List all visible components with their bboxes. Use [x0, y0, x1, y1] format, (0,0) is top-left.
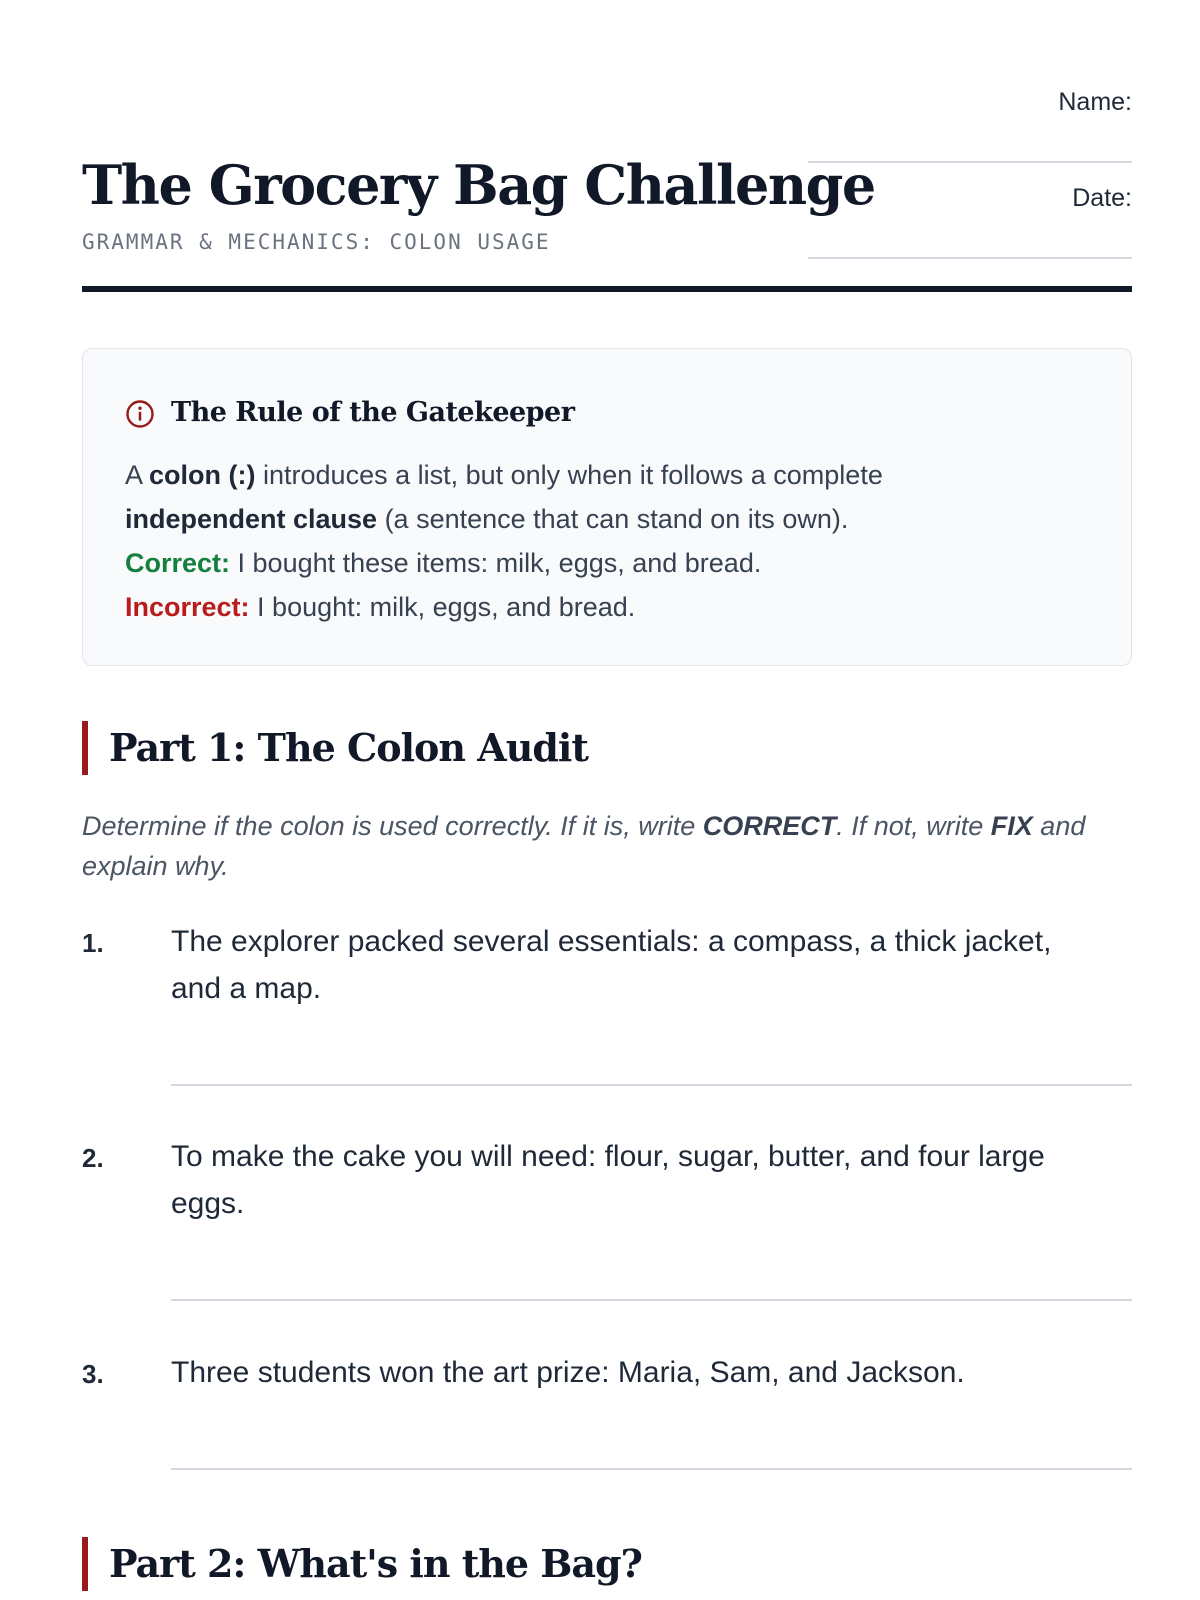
name-label: Name:	[1058, 88, 1132, 116]
name-field-line[interactable]	[808, 161, 1132, 163]
rule-text-3: (a sentence that can stand on its own).	[377, 504, 849, 534]
part1-title: Part 1: The Colon Audit	[109, 725, 588, 770]
colon-term: colon (:)	[149, 460, 256, 490]
section-accent-bar	[82, 721, 88, 775]
page-subtitle: GRAMMAR & MECHANICS: COLON USAGE	[82, 230, 551, 254]
question-text: Three students won the art prize: Maria, Sam, and Jackson.	[171, 1356, 965, 1389]
clause-term: independent clause	[125, 504, 378, 534]
instructions-fix-word: FIX	[990, 811, 1033, 841]
correct-label: Correct:	[125, 548, 231, 578]
answer-line[interactable]	[171, 1299, 1132, 1301]
rule-text-2: introduces a list, but only when it follows a complete	[255, 460, 883, 490]
instructions-text-2: . If not, write	[836, 811, 991, 841]
answer-line[interactable]	[171, 1084, 1132, 1086]
instructions-text-3: and explain why.	[82, 811, 1086, 881]
question-number: 2.	[82, 1143, 104, 1173]
answer-line[interactable]	[171, 1468, 1132, 1470]
question-number: 1.	[82, 928, 104, 958]
question-number: 3.	[82, 1359, 104, 1389]
question-text: The explorer packed several essentials: a compass, a thick jacket, and a map.	[171, 925, 1052, 1005]
correct-example: I bought these items: milk, eggs, and bread.	[230, 548, 762, 578]
section-accent-bar	[82, 1537, 88, 1591]
rule-body	[125, 453, 1105, 629]
rule-heading: The Rule of the Gatekeeper	[171, 397, 575, 428]
rule-text-1: A	[125, 460, 150, 490]
instructions-correct-word: CORRECT	[702, 811, 837, 841]
incorrect-label: Incorrect:	[125, 592, 250, 622]
date-field-line[interactable]	[808, 257, 1132, 259]
question-text: To make the cake you will need: flour, sugar, butter, and four large eggs.	[171, 1140, 1045, 1220]
header-divider	[82, 286, 1132, 292]
info-circle-icon	[125, 399, 155, 429]
incorrect-example: I bought: milk, eggs, and bread.	[249, 592, 636, 622]
rule-callout	[82, 348, 1132, 666]
page-title: The Grocery Bag Challenge	[82, 153, 875, 217]
part1-instructions	[82, 806, 1142, 886]
instructions-text-1: Determine if the colon is used correctly. If it is, write	[82, 811, 703, 841]
date-label: Date:	[1072, 184, 1132, 212]
part2-title: Part 2: What's in the Bag?	[109, 1541, 642, 1586]
